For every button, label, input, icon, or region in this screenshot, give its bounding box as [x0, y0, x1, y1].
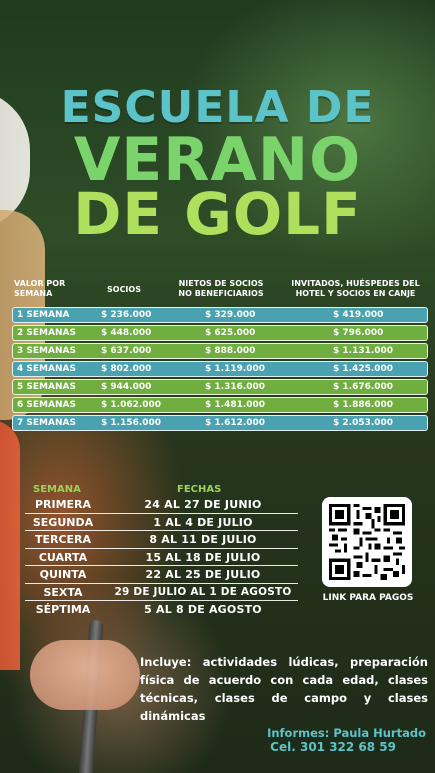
- schedule-row: [25, 584, 298, 602]
- table-row: [12, 325, 428, 341]
- includes-text: Incluye: actividades lúdicas, preparación física de acuerdo con cada edad, clases técnicas, clases de campo y clases dinámicas: [140, 655, 428, 723]
- header-valor: VALOR POR SEMANA: [14, 279, 66, 298]
- row-label: 4 SEMANAS: [17, 364, 76, 374]
- schedule-week: SEXTA: [43, 585, 83, 599]
- schedule-week: PRIMERA: [34, 498, 92, 511]
- price-invitados: $ 419.000: [333, 310, 384, 320]
- schedule-row: [25, 549, 298, 567]
- schedule-week: TERCERA: [34, 533, 92, 546]
- schedule-table: [25, 482, 298, 619]
- schedule-week: SÉPTIMA: [35, 603, 91, 616]
- schedule-header-dates: FECHAS: [177, 484, 222, 495]
- price-nietos: $ 329.000: [205, 310, 256, 320]
- table-row: [12, 307, 428, 323]
- price-nietos: $ 1.316.000: [205, 382, 266, 392]
- table-row: [12, 343, 428, 359]
- price-nietos: $ 888.000: [205, 346, 256, 356]
- schedule-row: [25, 566, 298, 584]
- schedule-row: [25, 601, 298, 619]
- row-label: 1 SEMANA: [17, 310, 70, 320]
- price-invitados: $ 1.131.000: [333, 346, 394, 356]
- price-invitados: $ 1.425.000: [333, 364, 394, 374]
- schedule-row: [25, 531, 298, 549]
- header-invitados: INVITADOS, HUÉSPEDES DEL HOTEL Y SOCIOS EN CANJE: [291, 279, 420, 298]
- qr-label: LINK PARA PAGOS: [322, 593, 414, 603]
- row-label: 6 SEMANAS: [17, 400, 76, 410]
- row-label: 3 SEMANAS: [17, 346, 76, 356]
- title-line-2: VERANO: [73, 125, 362, 195]
- price-invitados: $ 1.886.000: [333, 400, 394, 410]
- schedule-dates: 5 AL 8 DE AGOSTO: [144, 603, 262, 616]
- title-line-3: DE GOLF: [73, 180, 362, 248]
- schedule-dates: 15 AL 18 DE JULIO: [145, 550, 261, 564]
- header-nietos: NIETOS DE SOCIOS NO BENEFICIARIOS: [178, 279, 264, 298]
- price-invitados: $ 796.000: [333, 328, 384, 338]
- price-table: [12, 307, 428, 433]
- schedule-dates: 22 AL 25 DE JULIO: [145, 568, 261, 581]
- price-socios: $ 1.062.000: [101, 400, 162, 410]
- table-row: [12, 415, 428, 431]
- schedule-dates: 24 AL 27 DE JUNIO: [144, 498, 262, 511]
- schedule-header-week: SEMANA: [33, 484, 81, 495]
- price-socios: $ 1.156.000: [101, 418, 162, 428]
- price-socios: $ 944.000: [101, 382, 152, 392]
- price-nietos: $ 1.119.000: [205, 364, 266, 374]
- price-table-header: [0, 279, 435, 307]
- schedule-dates: 8 AL 11 DE JULIO: [149, 533, 257, 546]
- price-nietos: $ 1.481.000: [205, 400, 266, 410]
- qr-code-icon: [329, 504, 405, 580]
- header-socios: SOCIOS: [107, 285, 141, 294]
- table-row: [12, 397, 428, 413]
- price-invitados: $ 2.053.000: [333, 418, 394, 428]
- row-label: 7 SEMANAS: [17, 418, 76, 428]
- contact-phone: Cel. 301 322 68 59: [270, 740, 396, 754]
- schedule-week: QUINTA: [39, 568, 87, 581]
- table-row: [12, 379, 428, 395]
- schedule-week: CUARTA: [38, 550, 88, 564]
- price-socios: $ 236.000: [101, 310, 152, 320]
- schedule-dates: 1 AL 4 DE JULIO: [153, 515, 253, 529]
- schedule-dates: 29 DE JULIO AL 1 DE AGOSTO: [114, 585, 292, 598]
- price-nietos: $ 1.612.000: [205, 418, 266, 428]
- price-invitados: $ 1.676.000: [333, 382, 394, 392]
- child-shirt-photo: [0, 420, 20, 670]
- price-nietos: $ 625.000: [205, 328, 256, 338]
- contact-name: Informes: Paula Hurtado: [267, 726, 426, 740]
- row-label: 2 SEMANAS: [17, 328, 76, 338]
- payment-qr-code[interactable]: [322, 497, 412, 587]
- schedule-row: [25, 496, 298, 514]
- table-row: [12, 361, 428, 377]
- price-socios: $ 448.000: [101, 328, 152, 338]
- row-label: 5 SEMANAS: [17, 382, 76, 392]
- schedule-header: [25, 482, 298, 496]
- schedule-week: SEGUNDA: [32, 515, 94, 529]
- title-line-1: ESCUELA DE: [60, 82, 375, 133]
- hands-photo: [30, 640, 140, 710]
- schedule-row: [25, 514, 298, 532]
- price-socios: $ 802.000: [101, 364, 152, 374]
- price-socios: $ 637.000: [101, 346, 152, 356]
